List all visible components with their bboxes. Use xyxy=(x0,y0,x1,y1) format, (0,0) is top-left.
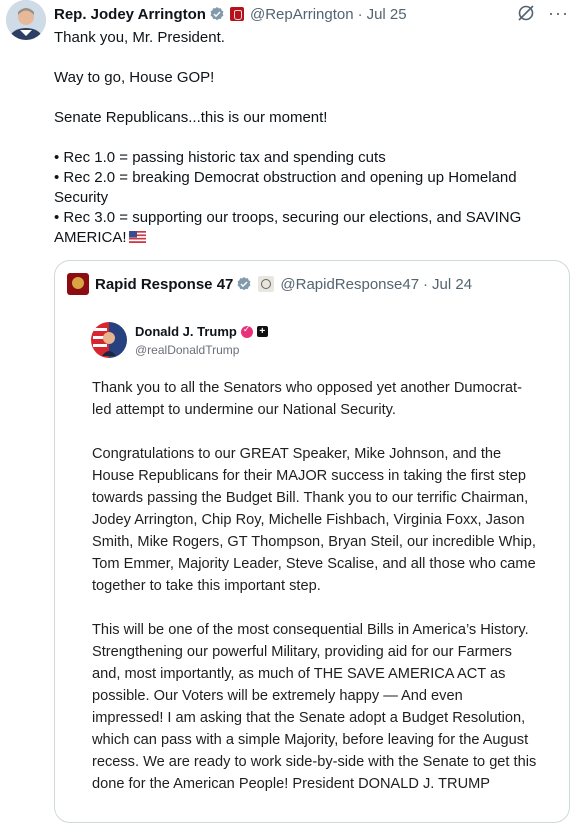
quote-header xyxy=(67,273,472,295)
tweet-line: Senate Republicans...this is our moment! xyxy=(54,109,328,126)
tweet-date[interactable]: Jul 25 xyxy=(366,5,407,23)
tweet-line: • Rec 1.0 = passing historic tax and spending cuts xyxy=(54,149,386,166)
verified-badge-icon xyxy=(209,6,225,22)
truth-author xyxy=(135,324,268,339)
tweet-text xyxy=(54,28,554,248)
tweet-line: Way to go, House GOP! xyxy=(54,69,215,86)
separator: · xyxy=(357,5,363,23)
quote-author-handle[interactable]: @RapidResponse47 xyxy=(280,275,420,293)
quote-author-name[interactable]: Rapid Response 47 xyxy=(95,275,234,293)
plus-icon: + xyxy=(257,326,268,337)
truth-post-text xyxy=(92,377,538,795)
truth-author-handle: @realDonaldTrump xyxy=(135,343,240,357)
us-flag-icon xyxy=(129,229,146,241)
author-avatar[interactable] xyxy=(6,0,46,40)
author-name[interactable]: Rep. Jodey Arrington xyxy=(54,5,206,23)
government-badge-icon xyxy=(230,7,244,21)
top-actions xyxy=(516,3,569,23)
more-icon[interactable]: ··· xyxy=(548,3,569,23)
truth-avatar xyxy=(91,322,127,358)
separator: · xyxy=(423,275,429,293)
tweet-header xyxy=(54,4,407,24)
quote-date[interactable]: Jul 24 xyxy=(432,275,473,293)
truth-paragraph: This will be one of the most consequential Bills in America’s History. Strengthening our powerful Military, providing aid for our Farmers and, most importantly, as much of THE SAVE AMERICA ACT as possible. Our Voters will be extremely happy — And even impressed! I am asking that the Senate adopt a Budget Resolution, which can pass with a simple Majority, before leaving for the August recess. We are ready to work side-by-side with the Senate to get this done for the American People! President DONALD J. TRUMP xyxy=(92,622,537,792)
verified-badge-icon xyxy=(236,276,252,292)
tweet-line: Thank you, Mr. President. xyxy=(54,29,225,46)
quoted-tweet[interactable] xyxy=(54,260,570,823)
truth-paragraph: Congratulations to our GREAT Speaker, Mike Johnson, and the House Republicans for their MAJOR success in taking the first step towards passing the Budget Bill. Thank you to our terrific Chairman, Jodey Arrington, Chip Roy, Michelle Fishbach, Virginia Foxx, Jason Smith, Mike Rogers, GT Thompson, Bryan Steil, our incredible Whip, Tom Emmer, Majority Leader, Steve Scalise, and all those who came together to take this important step. xyxy=(92,446,536,594)
tweet-line-text: • Rec 3.0 = supporting our troops, securing our elections, and SAVING AMERICA! xyxy=(54,209,522,246)
truth-verified-icon xyxy=(241,326,253,338)
author-handle[interactable]: @RepArrington xyxy=(249,5,354,23)
tweet-line-last xyxy=(54,208,554,248)
truth-social-card xyxy=(81,316,541,816)
truth-author-name: Donald J. Trump xyxy=(135,324,237,339)
seal-icon xyxy=(258,276,274,292)
grok-icon[interactable] xyxy=(516,3,536,23)
quote-avatar[interactable] xyxy=(67,273,89,295)
truth-paragraph: Thank you to all the Senators who opposed yet another Dumocrat-led attempt to undermine our National Security. xyxy=(92,380,522,418)
tweet-line: • Rec 2.0 = breaking Democrat obstruction and opening up Homeland Security xyxy=(54,169,517,206)
